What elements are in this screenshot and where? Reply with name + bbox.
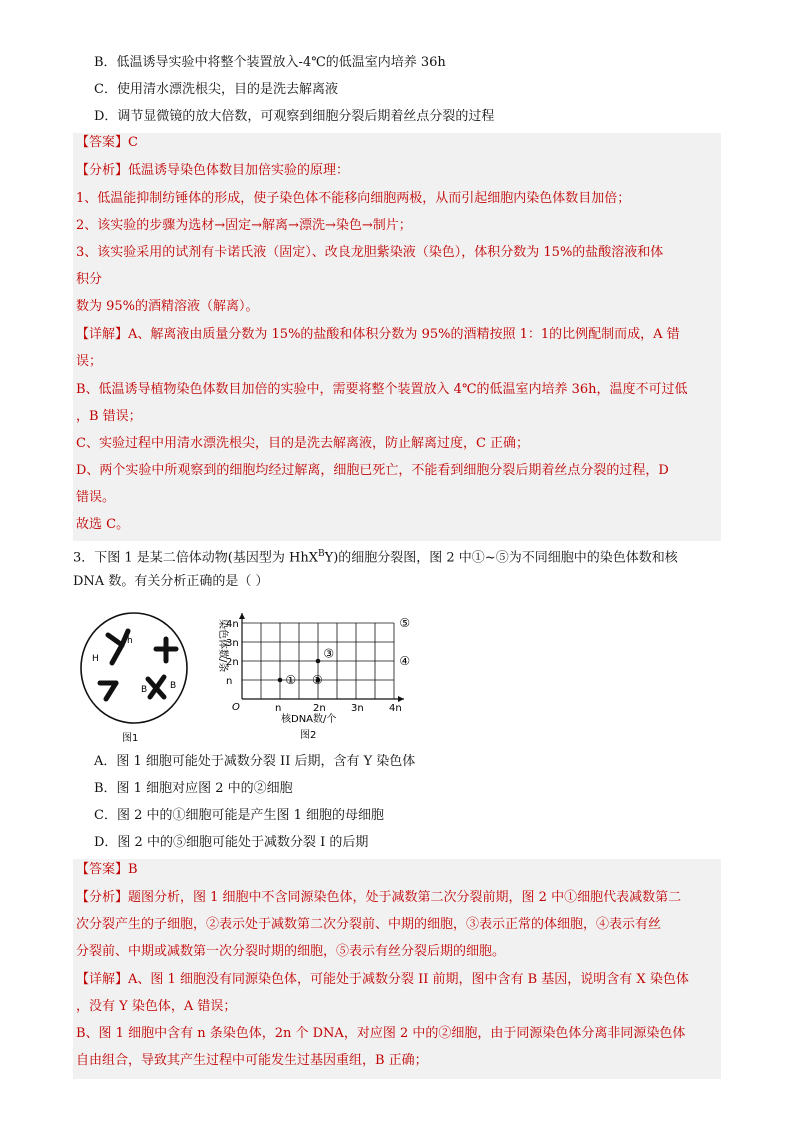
q2-analysis-3b: 积分 — [76, 272, 103, 287]
fig2-ylabel: 染色体数/条 — [217, 619, 228, 673]
q3-stem-1: 3．下图 1 是某二倍体动物(基因型为 HhX$^B$Y)的细胞分裂图，图 2 中①~⑤为不同细胞中的染色体数和核 — [73, 549, 678, 566]
gene-B-left: B — [141, 685, 148, 695]
q3-analysis-2: 次分裂产生的子细胞，②表示处于减数第二次分裂前、中期的细胞，③表示正常的体细胞，④表示有丝 — [76, 917, 662, 932]
gene-h: h — [127, 636, 133, 646]
q2-analysis-2: 2、该实验的步骤为选材→固定→解离→漂洗→染色→制片； — [76, 218, 412, 233]
x-tick-label: 4n — [389, 703, 402, 714]
q2-detail-b: B、低温诱导植物染色体数目加倍的实验中，需要将整个装置放入 4℃的低温室内培养 36h，温度不可过低 — [76, 382, 688, 397]
q2-option-b: B．低温诱导实验中将整个装置放入-4℃的低温室内培养 36h — [94, 55, 446, 70]
q2-detail-a: 【详解】A、解离液由质量分数为 15%的盐酸和体积分数为 95%的酒精按照 1：1的比例配制而成，A 错 — [76, 327, 680, 342]
point-label: ⑤ — [399, 616, 411, 630]
q2-analysis: 【分析】低温诱导染色体数目加倍实验的原理： — [76, 163, 350, 178]
y-tick-label: 4n — [226, 619, 239, 630]
q3-detail-b1: B、图 1 细胞中含有 n 条染色体，2n 个 DNA，对应图 2 中的②细胞，由于同源染色体分离非同源染色体 — [76, 1026, 686, 1041]
cell-membrane — [81, 613, 187, 723]
q2-detail-d2: 错误。 — [76, 490, 116, 505]
q2-detail-c: C、实验过程中用清水漂洗根尖，目的是洗去解离液，防止解离过度，C 正确； — [76, 436, 530, 451]
figure-1-cell — [78, 605, 193, 745]
q2-detail-a2: 误； — [76, 354, 103, 369]
q2-option-d: D．调节显微镜的放大倍数，可观察到细胞分裂后期着丝点分裂的过程 — [94, 109, 495, 124]
q3-answer: 【答案】B — [76, 862, 138, 877]
q3-detail-b2: 自由组合，导致其产生过程中可能发生过基因重组，B 正确； — [76, 1053, 428, 1068]
q2-analysis-3c: 数为 95%的酒精溶液（解离）。 — [76, 299, 259, 314]
fig2-xlabel: 核DNA数/个 — [281, 714, 337, 725]
point-label: ① — [285, 673, 297, 687]
x-tick-label: 3n — [351, 703, 364, 714]
fig2-caption: 图2 — [300, 730, 317, 741]
q2-detail-b2: ，B 错误； — [76, 409, 142, 424]
q3-analysis-3: 分裂前、中期或减数第一次分裂时期的细胞，⑤表示有丝分裂后期的细胞。 — [76, 944, 506, 959]
y-tick-label: 2n — [226, 657, 239, 668]
y-axis-arrow — [239, 613, 245, 619]
fig2-origin: O — [232, 702, 240, 713]
figure-1-caption: 图1 — [122, 733, 139, 744]
point-dot — [316, 659, 321, 664]
x-tick-label: 2n — [313, 703, 326, 714]
q3-analysis-1: 【分析】题图分析，图 1 细胞中不含同源染色体，处于减数第二次分裂前期，图 2 中①细胞代表减数第二 — [76, 890, 682, 905]
x-axis-arrow — [398, 696, 404, 702]
q2-detail-d: D、两个实验中所观察到的细胞均经过解离，细胞已死亡，不能看到细胞分裂后期着丝点分裂的过程，D — [76, 463, 669, 478]
point-label: ③ — [323, 646, 335, 661]
q2-choose: 故选 C。 — [76, 517, 130, 532]
q3-option-a: A．图 1 细胞可能处于减数分裂 II 后期，含有 Y 染色体 — [94, 754, 416, 769]
point-dot — [278, 678, 283, 683]
y-tick-label: n — [226, 676, 233, 687]
y-tick-label: 3n — [226, 638, 239, 649]
q2-option-c: C．使用清水漂洗根尖，目的是洗去解离液 — [94, 82, 338, 97]
x-tick-label: n — [275, 703, 282, 714]
q3-option-d: D．图 2 中的⑤细胞可能处于减数分裂 I 的后期 — [94, 835, 369, 850]
q3-option-c: C．图 2 中的①细胞可能是产生图 1 细胞的母细胞 — [94, 808, 385, 823]
chromosome-bottom-left — [100, 683, 116, 699]
point-label: ④ — [399, 654, 411, 668]
fig2-grid — [239, 613, 404, 702]
q3-detail-a: 【详解】A、图 1 细胞没有同源染色体，可能处于减数分裂 II 前期，图中含有 B 基因，说明含有 X 染色体 — [76, 972, 689, 987]
q3-option-b: B．图 1 细胞对应图 2 中的②细胞 — [94, 781, 293, 796]
q3-stem-2: DNA 数。有关分析正确的是（ ） — [73, 574, 269, 589]
q2-analysis-1: 1、低温能抑制纺锤体的形成，使子染色体不能移向细胞两极，从而引起细胞内染色体数目加倍； — [76, 191, 631, 206]
point-label: ② — [312, 673, 323, 687]
q2-answer: 【答案】C — [76, 135, 138, 150]
gene-H: H — [92, 654, 99, 664]
fig2-points — [278, 616, 410, 687]
chromosome-hh — [108, 631, 128, 663]
chromosome-bb — [148, 677, 164, 697]
figure-2-chart — [196, 606, 411, 746]
gene-B-right: B — [170, 681, 177, 691]
q3-detail-a2: ，没有 Y 染色体，A 错误； — [76, 999, 237, 1014]
chromosome-top-right — [156, 639, 176, 661]
q2-analysis-3: 3、该实验采用的试剂有卡诺氏液（固定）、改良龙胆紫染液（染色），体积分数为 15%的盐酸溶液和体 — [76, 245, 664, 260]
